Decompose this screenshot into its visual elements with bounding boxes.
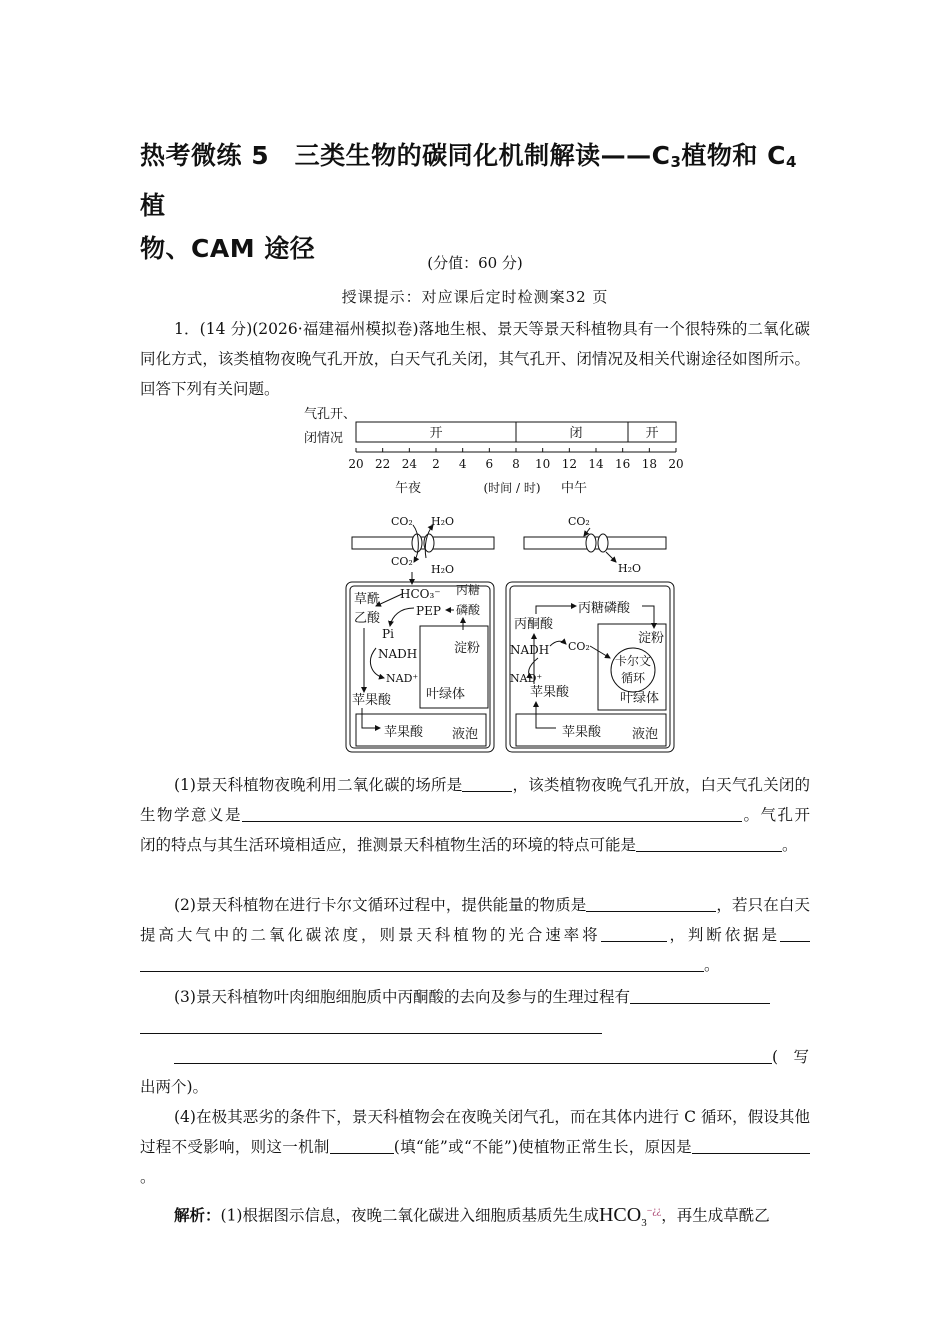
- night-panel: [346, 515, 494, 752]
- day-nadh: NADH: [510, 643, 550, 657]
- time-unit-label: (时间 / 时): [483, 481, 541, 495]
- day-vacuole-malate: 苹果酸: [562, 725, 602, 740]
- answer-blank-1a[interactable]: [462, 775, 512, 792]
- day-co2: CO₂: [568, 640, 590, 653]
- day-triose-phosphate: 丙糖磷酸: [578, 601, 631, 616]
- cam-pathway-figure: [300, 402, 690, 754]
- day-h2o: H₂O: [618, 562, 642, 575]
- night-hco3: HCO₃⁻: [400, 587, 441, 601]
- bar-open-night: 开: [429, 426, 443, 441]
- analysis-paragraph: 解析：(1)根据图示信息，夜晚二氧化碳进入细胞质基质先生成$HCO_3^{-¿¿}$，再生成草酰乙: [174, 1203, 770, 1229]
- answer-blank-2b[interactable]: [601, 925, 667, 942]
- stomata-label-1: 气孔开、: [304, 407, 357, 422]
- day-panel: [506, 515, 674, 752]
- night-malate: 苹果酸: [352, 693, 392, 708]
- night-malate-to-vacuole-arrow: [362, 708, 380, 728]
- night-h2o-inside: H₂O: [431, 563, 455, 576]
- calvin-cycle-line2: 循环: [620, 671, 646, 685]
- night-pep: PEP: [416, 604, 441, 618]
- bar-closed-day: 闭: [569, 426, 583, 441]
- stomata-label-2: 闭情况: [304, 431, 344, 446]
- sub-question-3: (3)景天科植物叶肉细胞细胞质中丙酮酸的去向及参与的生理过程有: [140, 982, 810, 1012]
- night-co2-inside: CO₂: [391, 555, 413, 568]
- time-tick-label: 2: [432, 457, 440, 471]
- night-nad: NAD⁺: [386, 672, 419, 685]
- time-tick-label: 18: [641, 457, 657, 471]
- answer-blank-1c[interactable]: [636, 835, 716, 852]
- answer-blank-4b[interactable]: [692, 1137, 810, 1154]
- answer-blank-3b[interactable]: [174, 1047, 772, 1064]
- night-oaa-line2: 乙酸: [354, 611, 381, 626]
- night-starch: 淀粉: [454, 641, 481, 656]
- answer-blank-2c[interactable]: [780, 925, 810, 942]
- day-nad: NAD⁺: [510, 672, 543, 685]
- sub-question-3-line2: [140, 1012, 810, 1042]
- time-tick-label: 4: [458, 457, 467, 471]
- answer-blank-4a[interactable]: [330, 1137, 394, 1154]
- bar-open-evening: 开: [645, 426, 659, 441]
- day-starch: 淀粉: [638, 631, 665, 646]
- day-chloroplast-label: 叶绿体: [620, 691, 660, 706]
- title-line-2: 物、CAM 途径: [140, 234, 316, 263]
- title-line-1: 热考微练 5 三类生物的碳同化机制解读$——C_3$植物和 $C_4$植: [140, 141, 797, 220]
- sub-question-2: (2)景天科植物在进行卡尔文循环过程中，提供能量的物质是 ，若只在白天提高大气中的二氧化碳浓度，则景天科植物的光合速率将 ，判断依据是。: [140, 896, 810, 974]
- answer-blank-1c-cont[interactable]: [716, 835, 782, 852]
- night-chloroplast-label: 叶绿体: [426, 687, 466, 702]
- night-oaa-line1: 草酰: [354, 592, 381, 607]
- time-tick-label: 10: [535, 457, 551, 471]
- answer-blank-3a-cont[interactable]: [140, 1017, 602, 1034]
- day-h2o-arrow: [606, 552, 616, 562]
- day-guard-cell-left: [586, 534, 596, 552]
- sub-question-1: (1)景天科植物夜晚利用二氧化碳的场所是 ，该类植物夜晚气孔开放，白天气孔关闭的生物学意义是 。气孔开闭的特点与其生活环境相适应，推测景天科植物生活的环境的特点可能是 。: [140, 776, 810, 854]
- night-triose-line1: 丙糖: [456, 583, 481, 597]
- night-nadh: NADH: [378, 647, 418, 661]
- sub-question-3-line3: ( 写: [140, 1042, 810, 1072]
- score-note: (分值：60 分): [427, 254, 523, 272]
- day-pyruvate-to-triose-arrow: [536, 606, 576, 614]
- day-co2-to-calvin-arrow: [590, 646, 610, 658]
- answer-blank-3a[interactable]: [630, 987, 770, 1004]
- page-title: [140, 134, 820, 270]
- time-tick-label: 16: [615, 457, 631, 471]
- night-vacuole-malate: 苹果酸: [384, 725, 424, 740]
- day-co2-release-arrow: [550, 641, 566, 646]
- night-leaf-epidermis: [352, 537, 494, 549]
- answer-blank-2c-cont[interactable]: [140, 955, 704, 972]
- time-axis-ticks: [348, 448, 683, 471]
- night-co2-outside: CO₂: [391, 515, 413, 528]
- time-tick-label: 24: [401, 457, 417, 471]
- question-1-intro: 1．(14 分)(2026·福建福州模拟卷)落地生根、景天等景天科植物具有一个很特殊的二氧化碳同化方式，该类植物夜晚气孔开放，白天气孔关闭，其气孔开、闭情况及相关代谢途径如图所示。回答下列有关问题。: [140, 320, 810, 398]
- time-tick-label: 8: [512, 457, 520, 471]
- day-malate: 苹果酸: [530, 685, 570, 700]
- noon-label: 中午: [560, 481, 588, 496]
- time-tick-label: 20: [668, 457, 684, 471]
- time-tick-label: 12: [561, 457, 577, 471]
- day-vacuole-label: 液泡: [632, 727, 659, 742]
- time-tick-label: 22: [375, 457, 391, 471]
- time-tick-label: 20: [348, 457, 364, 471]
- night-pep-arrow: [390, 608, 414, 626]
- day-triose-to-starch-arrow: [642, 606, 654, 628]
- answer-blank-2a[interactable]: [586, 895, 716, 912]
- night-triose-line2: 磷酸: [456, 603, 481, 617]
- night-vacuole-label: 液泡: [452, 727, 479, 742]
- sub-question-4: (4)在极其恶劣的条件下，景天科植物会在夜晚关闭气孔，而在其体内进行 C 循环，假设其他过程不受影响，则这一机制 (填“能”或“不能”)使植物正常生长，原因是。: [140, 1108, 810, 1186]
- stomata-bar: [356, 422, 676, 442]
- midnight-label: 午夜: [394, 481, 422, 496]
- day-guard-cell-right: [598, 534, 608, 552]
- time-tick-label: 6: [485, 457, 494, 471]
- time-tick-label: 14: [588, 457, 604, 471]
- sub-question-3-line4: 出两个)。: [140, 1078, 209, 1096]
- day-pyruvate: 丙酮酸: [514, 617, 554, 632]
- teaching-hint: 授课提示：对应课后定时检测案32 页: [341, 288, 609, 306]
- night-h2o-outside: H₂O: [431, 515, 455, 528]
- day-vacuole-to-malate-arrow: [536, 702, 556, 728]
- calvin-cycle-line1: 卡尔文: [614, 654, 652, 668]
- night-pi: Pi: [382, 627, 394, 641]
- hco3-formula: $HCO_3^{-¿¿}$: [598, 1203, 662, 1229]
- day-co2-outside: CO₂: [568, 515, 590, 528]
- answer-blank-1b[interactable]: [242, 805, 742, 822]
- night-guard-cell-left: [412, 534, 422, 552]
